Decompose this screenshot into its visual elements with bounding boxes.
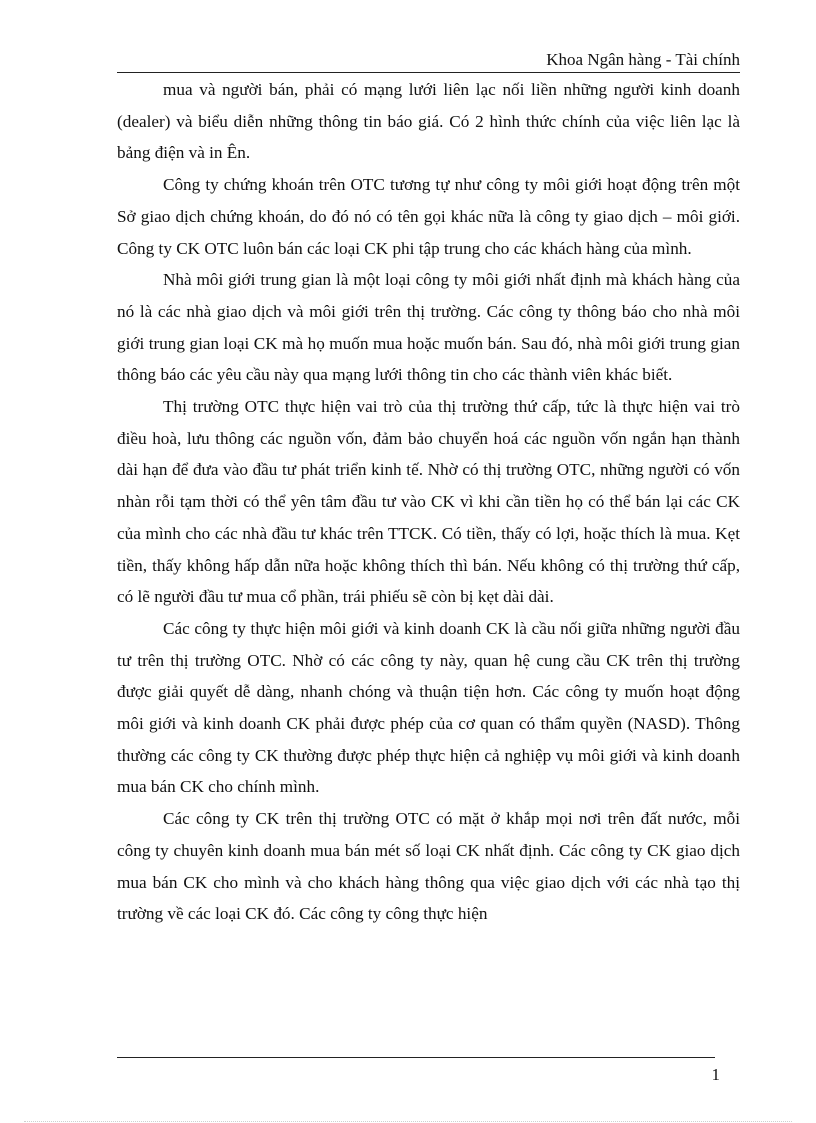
- paragraph-2: Công ty chứng khoán trên OTC tương tự như công ty môi giới hoạt động trên một Sở giao dịch chứng khoán, do đó nó có tên gọi khác nữa là công ty giao dịch – môi giới. Công ty CK OTC luôn bán các loại CK phi tập trung cho các khách hàng của mình.: [117, 175, 740, 258]
- header-title: Khoa Ngân hàng - Tài chính: [546, 50, 740, 69]
- page-header: [117, 48, 740, 73]
- document-body: [117, 74, 740, 930]
- footer-divider: [117, 1057, 715, 1058]
- paragraph-3: Nhà môi giới trung gian là một loại công ty môi giới nhất định mà khách hàng của nó là các nhà giao dịch và môi giới trên thị trường. Các công ty thông báo cho nhà môi giới trung gian loại CK mà họ muốn mua hoặc muốn bán. Sau đó, nhà môi giới trung gian thông báo các yêu cầu này qua mạng lưới thông tin cho các thành viên khác biết.: [117, 270, 740, 385]
- page-bottom-border: [24, 1121, 792, 1122]
- paragraph-6: Các công ty CK trên thị trường OTC có mặt ở khắp mọi nơi trên đất nước, mỗi công ty chuyên kinh doanh mua bán mét số loại CK nhất định. Các công ty CK giao dịch mua bán CK cho mình và cho khách hàng thông qua việc giao dịch với các nhà tạo thị trường về các loại CK đó. Các công ty công thực hiện: [117, 809, 740, 924]
- paragraph-1: mua và người bán, phải có mạng lưới liên lạc nối liền những người kinh doanh (dealer) và biểu diễn những thông tin báo giá. Có 2 hình thức chính của việc liên lạc là bảng điện và in Ên.: [117, 80, 740, 163]
- paragraph-4: Thị trường OTC thực hiện vai trò của thị trường thứ cấp, tức là thực hiện vai trò điều hoà, lưu thông các nguồn vốn, đảm bảo chuyển hoá các nguồn vốn ngắn hạn thành dài hạn để đưa vào đầu tư phát triển kinh tế. Nhờ có thị trường OTC, những người có vốn nhàn rỗi tạm thời có thể yên tâm đầu tư vào CK vì khi cần tiền họ có thể bán lại các CK của mình cho các nhà đầu tư khác trên TTCK. Có tiền, thấy có lợi, hoặc thích là mua. Kẹt tiền, thấy không hấp dẫn nữa hoặc không thích thì bán. Nếu không có thị trường thứ cấp, có lẽ người đầu tư mua cổ phần, trái phiếu sẽ còn bị kẹt dài dài.: [117, 397, 740, 607]
- page-number: 1: [711, 1065, 720, 1084]
- paragraph-5: Các công ty thực hiện môi giới và kinh doanh CK là cầu nối giữa những người đầu tư trên thị trường OTC. Nhờ có các công ty này, quan hệ cung cầu CK trên thị trường được giải quyết dễ dàng, nhanh chóng và thuận tiện hơn. Các công ty muốn hoạt động môi giới và kinh doanh CK phải được phép của cơ quan có thẩm quyền (NASD). Thông thường các công ty CK thường được phép thực hiện cả nghiệp vụ môi giới và kinh doanh mua bán CK cho chính mình.: [117, 618, 740, 797]
